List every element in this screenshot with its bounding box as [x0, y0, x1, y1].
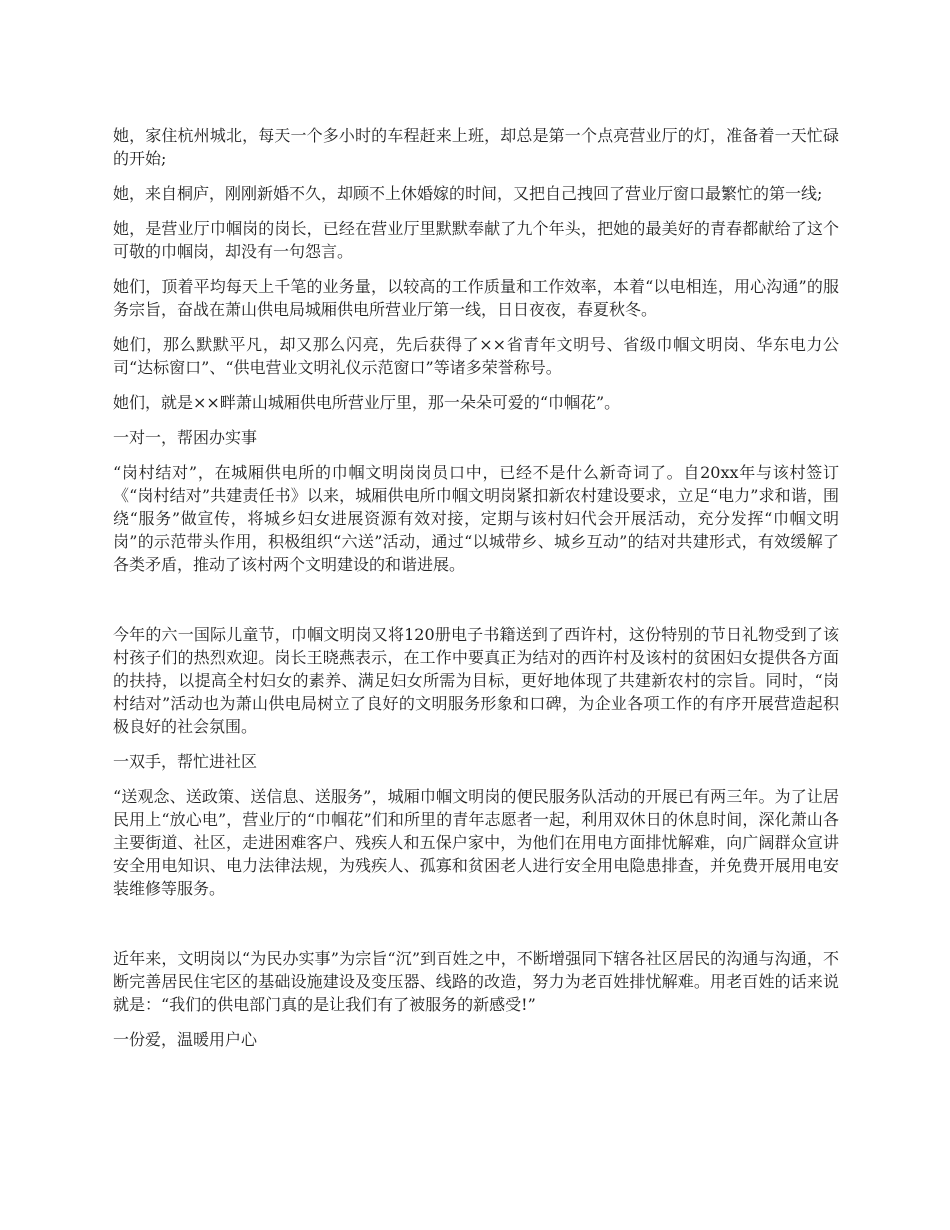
paragraph-section1-1: “岗村结对”，在城厢供电所的巾帼文明岗岗员口中，已经不是什么新奇词了。自20xx年与该村签订《“岗村结对”共建责任书》以来，城厢供电所巾帼文明岗紧扣新农村建设要求，立足“电力”求和谐，围绕“服务”做宣传，将城乡妇女进展资源有效对接，定期与该村妇代会开展活动，充分发挥“巾帼文明岗”的示范带头作用，积极组织“六送”活动，通过“以城带乡、城乡互动”的结对共建形式，有效缓解了各类矛盾，推动了该村两个文明建设的和谐进展。: [113, 463, 839, 574]
paragraph-intro-2: 她，来自桐庐，刚刚新婚不久，却顾不上休婚嫁的时间，又把自己拽回了营业厅窗口最繁忙的第一线;: [113, 184, 823, 203]
section-heading-3: 一份爱，温暖用户心: [113, 1030, 258, 1049]
section-heading-2: 一双手，帮忙进社区: [113, 752, 258, 771]
paragraph-gap: [113, 588, 839, 623]
paragraph-gap: [113, 912, 839, 947]
paragraph-intro-5: 她们，那么默默平凡，却又那么闪亮，先后获得了××省青年文明号、省级巾帼文明岗、华东电力公司“达标窗口”、“供电营业文明礼仪示范窗口”等诸多荣誉称号。: [113, 335, 839, 377]
paragraph-section1-2: 今年的六一国际儿童节，巾帼文明岗又将120册电子书籍送到了西许村，这份特别的节日礼物受到了该村孩子们的热烈欢迎。岗长王晓燕表示，在工作中要真正为结对的西许村及该村的贫困妇女提供各方面的扶持，以提高全村妇女的素养、满足妇女所需为目标，更好地体现了共建新农村的宗旨。同时，“岗村结对”活动也为萧山供电局树立了良好的文明服务形象和口碑，为企业各项工作的有序开展营造起积极良好的社会氛围。: [113, 625, 839, 736]
paragraph-section2-1: “送观念、送政策、送信息、送服务”，城厢巾帼文明岗的便民服务队活动的开展已有两三年。为了让居民用上“放心电”，营业厅的“巾帼花”们和所里的青年志愿者一起，利用双休日的休息时间，深化萧山各主要街道、社区，走进困难客户、残疾人和五保户家中，为他们在用电方面排忧解难，向广阔群众宣讲安全用电知识、电力法律法规，为残疾人、孤寡和贫困老人进行安全用电隐患排查，并免费开展用电安装维修等服务。: [113, 787, 839, 898]
document-body: [113, 124, 839, 1063]
paragraph-section2-2: 近年来，文明岗以“为民办实事”为宗旨“沉”到百姓之中，不断增强同下辖各社区居民的沟通与沟通，不断完善居民住宅区的基础设施建设及变压器、线路的改造，努力为老百姓排忧解难。用老百姓的话来说就是：“我们的供电部门真的是让我们有了被服务的新感受!”: [113, 949, 839, 1014]
paragraph-intro-4: 她们，顶着平均每天上千笔的业务量，以较高的工作质量和工作效率，本着“以电相连，用心沟通”的服务宗旨，奋战在萧山供电局城厢供电所营业厅第一线，日日夜夜，春夏秋冬。: [113, 277, 839, 319]
paragraph-intro-6: 她们，就是××畔萧山城厢供电所营业厅里，那一朵朵可爱的“巾帼花”。: [113, 393, 621, 412]
paragraph-intro-1: 她，家住杭州城北，每天一个多小时的车程赶来上班，却总是第一个点亮营业厅的灯，准备着一天忙碌的开始;: [113, 126, 839, 168]
section-heading-1: 一对一，帮困办实事: [113, 428, 258, 447]
paragraph-intro-3: 她，是营业厅巾帼岗的岗长，已经在营业厅里默默奉献了九个年头，把她的最美好的青春都献给了这个可敬的巾帼岗，却没有一句怨言。: [113, 219, 839, 261]
